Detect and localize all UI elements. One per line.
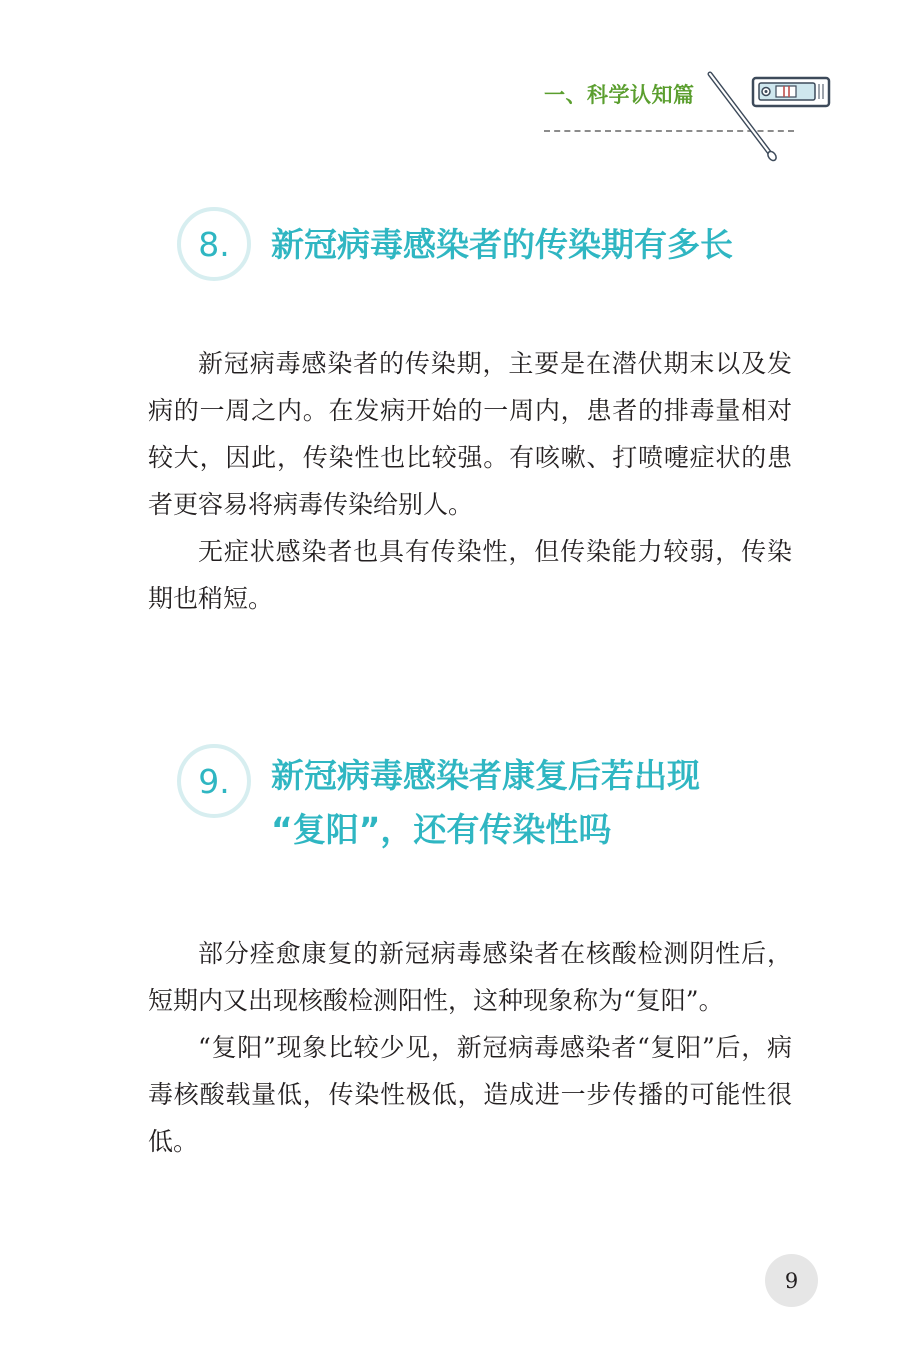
section-title-line: 新冠病毒感染者康复后若出现 [271,756,700,795]
body-paragraph: 新冠病毒感染者的传染期，主要是在潜伏期末以及发病的一周之内。在发病开始的一周内，患者的排毒量相对较大，因此，传染性也比较强。有咳嗽、打喷嚏症状的患者更容易将病毒传染给别人。 [148,349,792,519]
section-9-body [148,930,792,1165]
page-number: 9 [765,1254,818,1307]
section-title [271,749,700,857]
body-paragraph: 无症状感染者也具有传染性，但传染能力较弱，传染期也稍短。 [148,537,792,613]
section-title-line: 新冠病毒感染者的传染期有多长 [271,225,733,264]
body-paragraph: 部分痊愈康复的新冠病毒感染者在核酸检测阴性后，短期内又出现核酸检测阳性，这种现象称为“复阳”。 [148,939,792,1015]
chapter-label: 一、科学认知篇 [544,83,695,107]
body-paragraph: “复阳”现象比较少见，新冠病毒感染者“复阳”后，病毒核酸载量低，传染性极低，造成进一步传播的可能性很低。 [148,1033,792,1156]
section-title-line: “复阳”，还有传染性吗 [271,810,612,849]
test-kit-with-swab-icon [700,62,835,162]
section-number-badge: 8. [177,207,251,281]
section-8-body [148,340,792,622]
section-title [271,218,733,272]
section-number-badge: 9. [177,744,251,818]
